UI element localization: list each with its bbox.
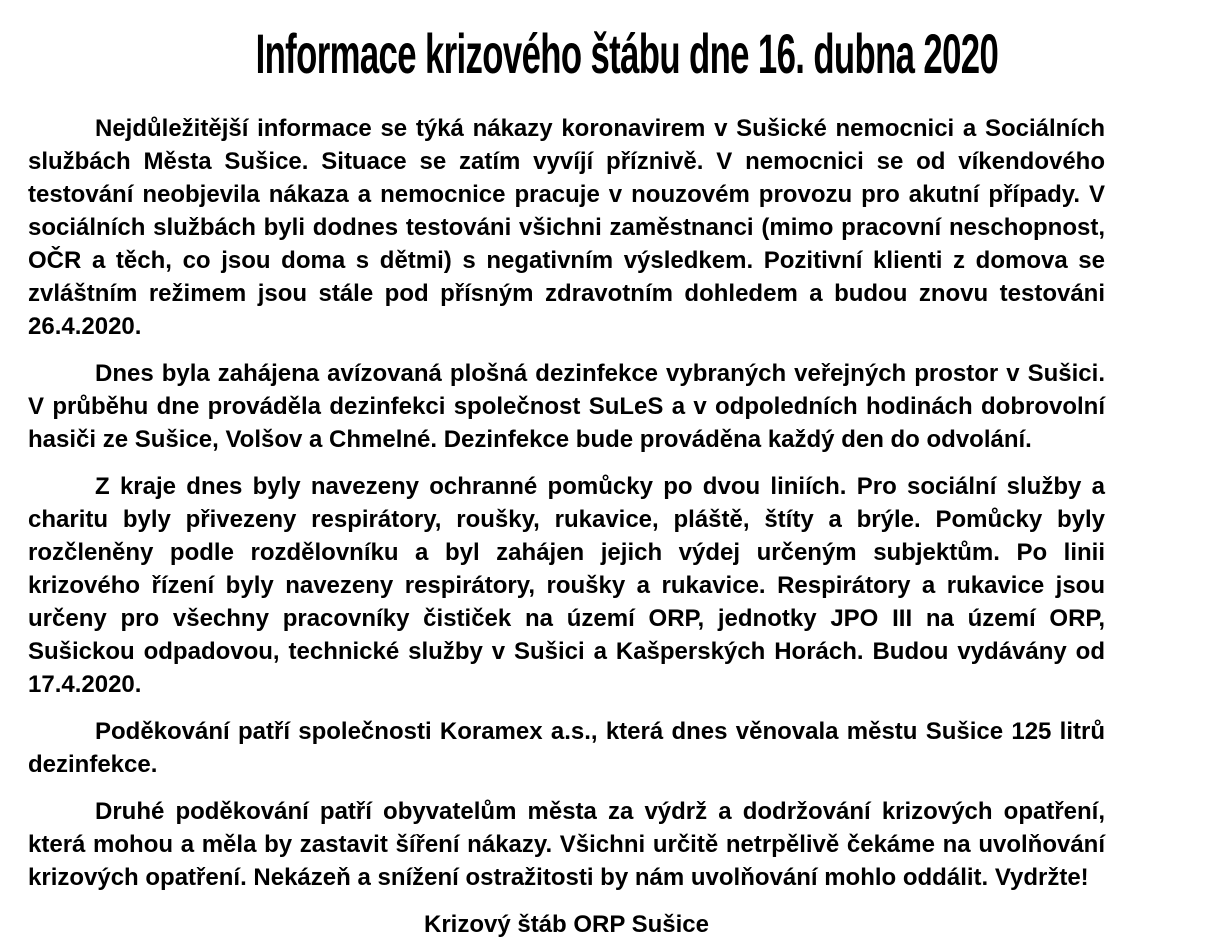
signature: Krizový štáb ORP Sušice xyxy=(424,911,709,938)
body-paragraph-5: Druhé poděkování patří obyvatelům města za výdrž a dodržování krizových opatření, která mohou a měla by zastavit šíření nákazy. Všichni určitě netrpělivě čekáme na uvolňování krizových opatření. Nekázeň a snížení ostražitosti by nám uvolňování mohlo oddálit. Vydržte! xyxy=(28,798,1105,891)
body-paragraph-2: Dnes byla zahájena avízovaná plošná dezinfekce vybraných veřejných prostor v Sušici. V průběhu dne prováděla dezinfekci společnost SuLeS a v odpoledních hodinách dobrovolní hasiči ze Sušice, Volšov a Chmelné. Dezinfekce bude prováděna každý den do odvolání. xyxy=(28,360,1105,453)
body-paragraph-4: Poděkování patří společnosti Koramex a.s., která dnes věnovala městu Sušice 125 litrů dezinfekce. xyxy=(28,718,1105,778)
document-title: Informace krizového štábu dne 16. dubna 2020 xyxy=(255,22,999,85)
body-paragraph-1: Nejdůležitější informace se týká nákazy koronavirem v Sušické nemocnici a Sociálních službách Města Sušice. Situace se zatím vyvíjí příznivě. V nemocnici se od víkendového testování neobjevila nákaza a nemocnice pracuje v nouzovém provozu pro akutní případy. V sociálních službách byli dodnes testováni všichni zaměstnanci (mimo pracovní neschopnost, OČR a těch, co jsou doma s dětmi) s negativním výsledkem. Pozitivní klienti z domova se zvláštním režimem jsou stále pod přísným zdravotním dohledem a budou znovu testováni 26.4.2020. xyxy=(28,115,1105,340)
title-container xyxy=(28,22,1105,88)
document-body xyxy=(28,112,1105,894)
body-paragraph-3: Z kraje dnes byly navezeny ochranné pomůcky po dvou liniích. Pro sociální služby a charitu byly přivezeny respirátory, roušky, rukavice, pláště, štíty a brýle. Pomůcky byly rozčleněny podle rozdělovníku a byl zahájen jejich výdej určeným subjektům. Po linii krizového řízení byly navezeny respirátory, roušky a rukavice. Respirátory a rukavice jsou určeny pro všechny pracovníky čističek na území ORP, jednotky JPO III na území ORP, Sušickou odpadovou, technické služby v Sušici a Kašperských Horách. Budou vydávány od 17.4.2020. xyxy=(28,473,1105,698)
